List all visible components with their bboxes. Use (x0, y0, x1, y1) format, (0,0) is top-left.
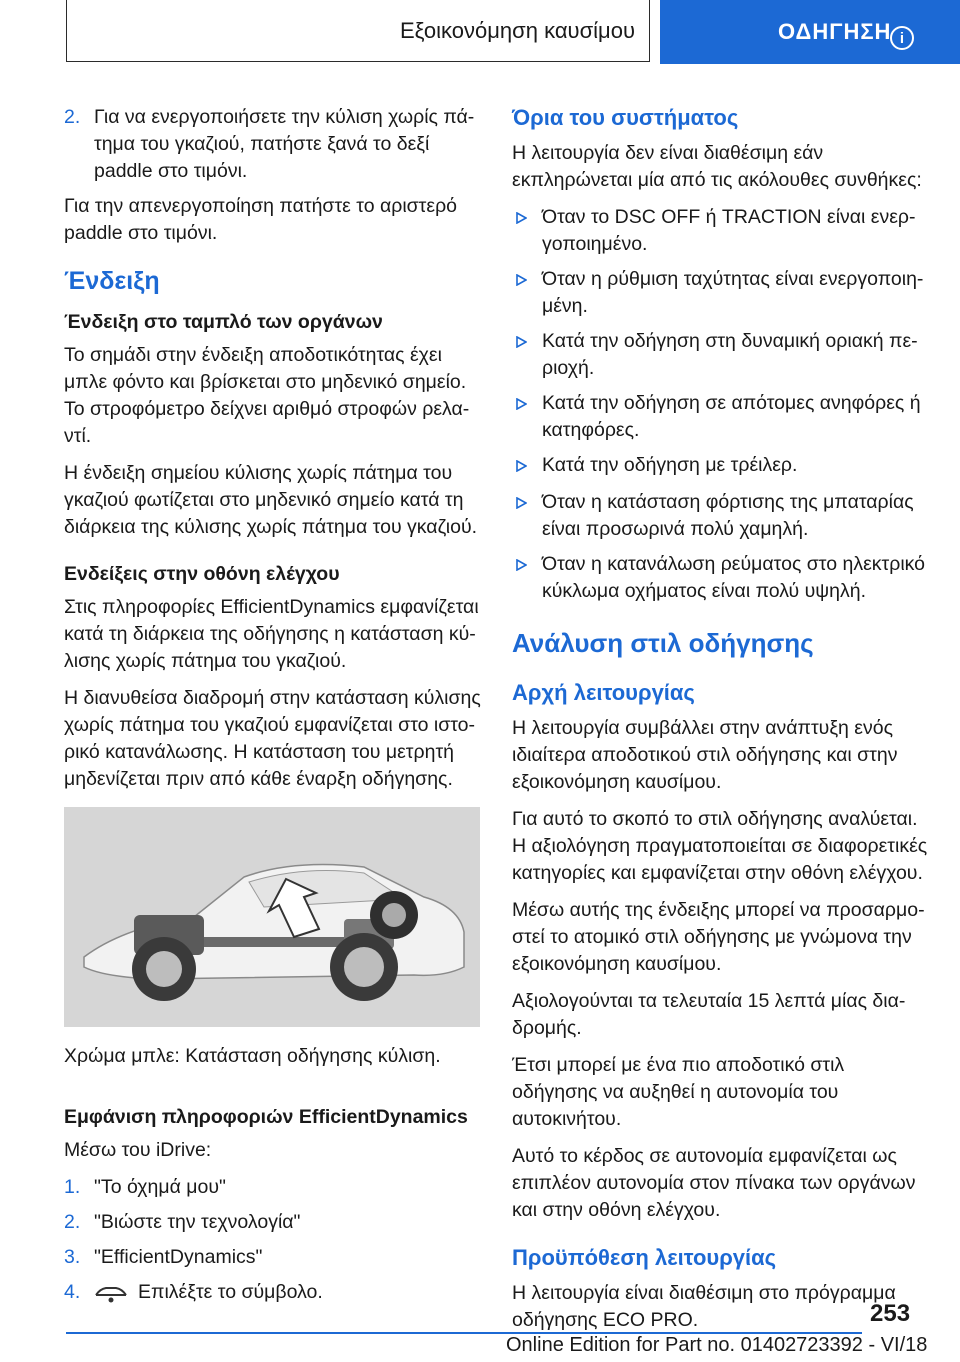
paragraph: Έτσι μπορεί με ένα πιο αποδοτικό στιλ οδήγησης να αυξηθεί η αυτονομία του αυτοκινήτου. (512, 1054, 845, 1130)
bullet-text: Κατά την οδήγηση στη δυναμική οριακή περιοχή. (542, 330, 918, 379)
paragraph: Στις πληροφορίες EfficientDynamics εμφανίζεται κατά τη διάρκεια της οδήγησης η κατάσταση κύλισης χωρίς πάτημα του γκαζιού. (64, 596, 479, 672)
bullet-text: Κατά την οδήγηση σε απότομες ανηφόρες ή κατηφόρες. (542, 392, 921, 441)
section-tab[interactable] (660, 0, 960, 64)
heading-principle: Αρχή λειτουργίας (512, 680, 695, 705)
heading-display-info: Εμφάνιση πληροφοριών EfficientDynamics (64, 1106, 468, 1128)
info-icon[interactable]: i (890, 26, 914, 50)
step-number: 3. (64, 1246, 81, 1268)
step-number: 4. (64, 1281, 81, 1303)
heading-style-analysis: Ανάλυση στιλ οδήγησης (512, 628, 814, 658)
edition-note: Online Edition for Part no. 01402723392 - VI/18 (506, 1334, 928, 1356)
step-number: 2. (64, 106, 81, 128)
triangle-bullet-icon (512, 204, 542, 258)
triangle-bullet-icon (512, 328, 542, 382)
list-item (512, 551, 932, 605)
paragraph: Μέσω του iDrive: (64, 1139, 212, 1161)
bullet-text: Κατά την οδήγηση με τρέιλερ. (542, 454, 798, 476)
paragraph: Η λειτουργία είναι διαθέσιμη στο πρόγραμμα οδήγησης ECO PRO. (512, 1282, 896, 1331)
chapter-tab[interactable] (66, 0, 650, 62)
heading-control-display: Ενδείξεις στην οθόνη ελέγχου (64, 563, 340, 585)
step-text: "Βιώστε την τεχνολογία" (94, 1211, 301, 1233)
right-column (512, 104, 932, 1344)
list-item (64, 1244, 484, 1271)
figure-caption: Χρώμα μπλε: Κατάσταση οδήγησης κύλιση. (64, 1045, 441, 1067)
paragraph: Αυτό το κέρδος σε αυτονομία εμφανίζεται ως επιπλέον αυτονομία στον πίνακα των οργάνων και στην οθόνη ελέγχου. (512, 1145, 916, 1221)
list-item (64, 104, 484, 185)
bullet-text: Όταν η κατανάλωση ρεύματος στο ηλεκτρικό κύκλωμα οχήματος είναι πολύ υψηλή. (542, 553, 926, 602)
paragraph: Μέσω αυτής της ένδειξης μπορεί να προσαρμοστεί το ατομικό στιλ οδήγησης με γνώμονα την εξοικονόμηση καυσίμου. (512, 899, 925, 975)
paragraph: Η λειτουργία δεν είναι διαθέσιμη εάν εκπληρώνεται μία από τις ακόλουθες συνθήκες: (512, 142, 922, 191)
triangle-bullet-icon (512, 489, 542, 543)
step-text: Για να ενεργοποιήσετε την κύλιση χωρίς πάτημα του γκαζιού, πατήστε ξανά το δεξί paddle στο τιμόνι. (94, 106, 475, 182)
list-item (512, 489, 932, 543)
paragraph: Για αυτό το σκοπό το στιλ οδήγησης αναλύεται. Η αξιολόγηση πραγματοποιείται σε διαφορετικές κατηγορίες και εμφανίζεται στην οθόνη ελέγχου. (512, 808, 928, 884)
bullet-text: Όταν το DSC OFF ή TRACTION είναι ενεργοποιημένο. (542, 206, 916, 255)
heading-dashboard: Ένδειξη στο ταμπλό των οργάνων (64, 311, 383, 333)
car-drawing (64, 807, 480, 1027)
list-item (64, 1209, 484, 1236)
paragraph: Η διανυθείσα διαδρομή στην κατάσταση κύλισης χωρίς πάτημα του γκαζιού εμφανίζεται στο ιστορικό κατανάλωσης. Η κατάσταση του μετρητή μηδενίζεται πριν από κάθε έναρξη οδήγησης. (64, 687, 481, 790)
triangle-bullet-icon (512, 266, 542, 320)
heading-prerequisite: Προϋπόθεση λειτουργίας (512, 1245, 777, 1270)
triangle-bullet-icon (512, 551, 542, 605)
step-text: "EfficientDynamics" (94, 1246, 263, 1268)
heading-system-limits: Όρια του συστήματος (512, 105, 739, 130)
step-number: 1. (64, 1176, 81, 1198)
chapter-title: Εξοικονόμηση καυσίμου (400, 17, 635, 43)
list-item (512, 204, 932, 258)
heading-indication: Ένδειξη (64, 267, 160, 295)
bullet-text: Όταν η ρύθμιση ταχύτητας είναι ενεργοποιημένη. (542, 268, 924, 317)
triangle-bullet-icon (512, 452, 542, 481)
step-number: 2. (64, 1211, 81, 1233)
paragraph: Η λειτουργία συμβάλλει στην ανάπτυξη ενός ιδιαίτερα αποδοτικού στιλ οδήγησης και στην εξοικονόμηση καυσίμου. (512, 717, 898, 793)
page-number: 253 (870, 1300, 911, 1327)
step-text: "Το όχημά μου" (94, 1176, 226, 1198)
paragraph: Το σημάδι στην ένδειξη αποδοτικότητας έχει μπλε φόντο και βρίσκεται στο μηδενικό σημείο. Το στροφόμετρο δείχνει αριθμό στροφών ρελαντί. (64, 344, 470, 447)
left-column (64, 104, 484, 1314)
paragraph: Η ένδειξη σημείου κύλισης χωρίς πάτημα του γκαζιού φωτίζεται στο μηδενικό σημείο κατά τη διάρκεια της κύλισης χωρίς πάτημα του γκαζιού. (64, 462, 478, 538)
list-item (512, 452, 932, 481)
list-item (64, 1174, 484, 1201)
list-item (512, 266, 932, 320)
triangle-bullet-icon (512, 390, 542, 444)
list-item (512, 390, 932, 444)
list-item (512, 328, 932, 382)
bullet-text: Όταν η κατάσταση φόρτισης της μπαταρίας είναι προσωρινά πολύ χαμηλή. (542, 491, 914, 540)
step-text: Επιλέξτε το σύμβολο. (138, 1281, 323, 1303)
paragraph: Αξιολογούνται τα τελευταία 15 λεπτά μίας διαδρομής. (512, 990, 906, 1039)
car-symbol-icon (94, 1283, 128, 1303)
car-illustration (64, 807, 480, 1027)
section-title: ΟΔΗΓΗΣΗ (778, 19, 892, 44)
paragraph: Για την απενεργοποίηση πατήστε το αριστερό paddle στο τιμόνι. (64, 195, 458, 244)
list-item (64, 1279, 484, 1306)
